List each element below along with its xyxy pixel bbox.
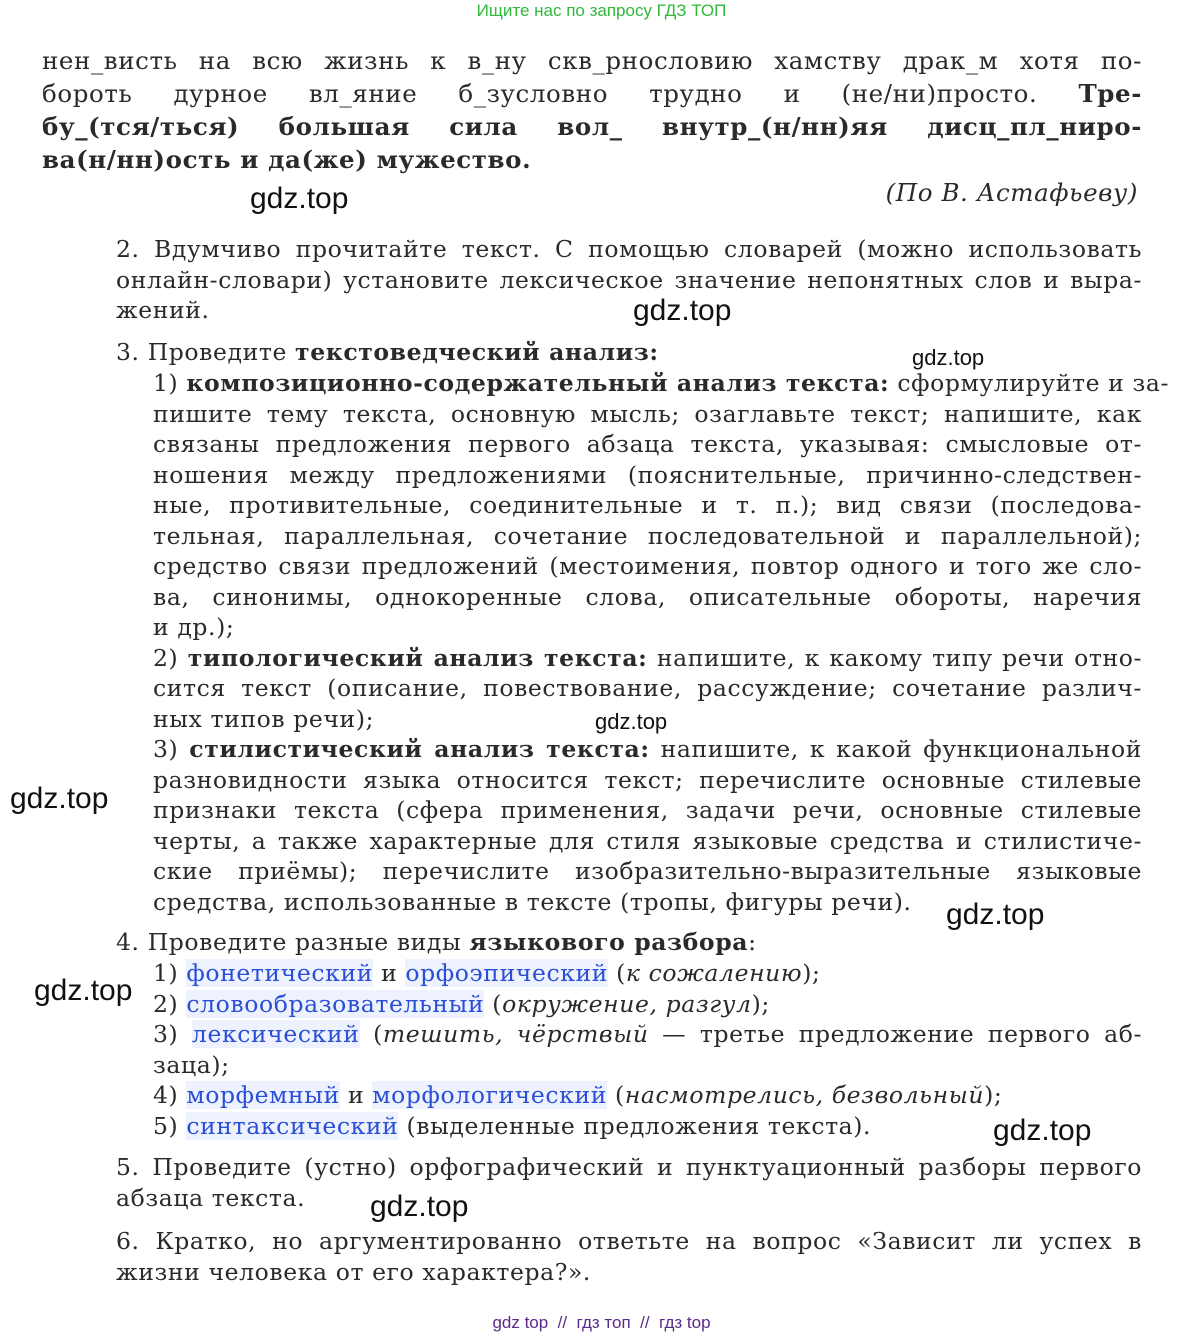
task-3-subitems <box>153 368 1170 917</box>
excerpt-line <box>42 110 1142 143</box>
subitem-text: ( <box>359 1020 383 1048</box>
task-heading-term: языкового разбора <box>469 928 749 956</box>
excerpt-text: бороть дурное вл_яние б_зусловно трудно и (не/ни)просто. <box>42 79 1079 108</box>
task-3 <box>116 337 1142 368</box>
highlighted-sentence: бу_(тся/ться) большая сила вол_ внутр_(н/нн)яя дисц_пл_ниро- <box>42 112 1142 141</box>
subitem-text: ( <box>608 959 626 987</box>
subitem-text: ( <box>606 1081 625 1109</box>
subitem-line: ные, противительные, соединительные и т. п.); вид связи (последова- <box>153 491 1142 519</box>
text-excerpt <box>42 44 1142 209</box>
task-line: абзаца текста. <box>116 1183 306 1212</box>
highlighted-sentence: Тре- <box>1078 79 1142 108</box>
task-line: 2. Вдумчиво прочитайте текст. С помощью словарей (можно использовать <box>116 235 1142 263</box>
task-line: онлайн-словари) установите лексическое значение непонятных слов и выра- <box>116 265 1142 294</box>
subitem-line: связаны предложения первого абзаца текста, указывая: смысловые от- <box>153 430 1142 458</box>
subitem-text: и <box>339 1081 373 1109</box>
watermark: gdz.top <box>370 1190 469 1223</box>
subitem-line <box>153 734 1142 765</box>
task-heading-text: 3. Проведите <box>116 338 296 366</box>
task-6 <box>116 1226 1142 1287</box>
subitem-text: и <box>373 959 406 987</box>
orthoepic-analysis-link[interactable]: орфоэпический <box>405 959 609 987</box>
task-line: жений. <box>116 296 210 324</box>
task-5 <box>116 1152 1142 1213</box>
subitem-line: черты, а также характерные для стиля языковые средства и стилистиче- <box>153 826 1142 855</box>
lexical-analysis-link[interactable]: лексический <box>191 1020 360 1048</box>
subitem-term: стилистический анализ текста: <box>189 735 650 763</box>
watermark: gdz.top <box>633 294 732 327</box>
task-line: 6. Кратко, но аргументированно ответьте на вопрос «Зависит ли успех в <box>116 1227 1142 1255</box>
watermark: gdz.top <box>34 974 133 1007</box>
subitem-line <box>153 368 1170 399</box>
subitem-line <box>153 1080 1142 1111</box>
example-words: насмотрелись, безвольный <box>624 1081 985 1109</box>
subitem-line: ские приёмы); перечислите изобразительно-выразительные языковые <box>153 857 1142 885</box>
task-heading-text: : <box>748 928 757 956</box>
excerpt-line <box>42 143 1142 176</box>
word-formation-analysis-link[interactable]: словообразовательный <box>186 989 485 1018</box>
task-heading-text: 4. Проведите разные виды <box>116 928 470 956</box>
subitem-number: 2) <box>153 643 188 672</box>
excerpt-source: (По В. Астафьеву) <box>885 178 1138 207</box>
subitem-line: сится текст (описание, повествование, рассуждение; сочетание различ- <box>153 674 1142 702</box>
highlighted-sentence: ва(н/нн)ость и да(же) мужество. <box>42 145 532 174</box>
subitem-line <box>153 989 1142 1020</box>
subitem-number: 3) <box>153 1020 192 1048</box>
syntactic-analysis-link[interactable]: синтаксический <box>186 1111 399 1140</box>
subitem-line: средство связи предложений (местоимения, повтор одного и того же сло- <box>153 552 1142 580</box>
subitem-line: ношения между предложениями (пояснительные, причинно-следствен- <box>153 460 1142 489</box>
example-words: к сожалению <box>625 959 803 987</box>
morphological-analysis-link[interactable]: морфологический <box>372 1081 607 1109</box>
subitem-number: 1) <box>153 369 187 397</box>
example-words: тешить, чёрствый <box>382 1020 649 1048</box>
subitem-number: 4) <box>153 1081 187 1109</box>
subitem-number: 5) <box>153 1111 187 1140</box>
task-line: жизни человека от его характера?». <box>116 1257 591 1286</box>
subitem-line: ных типов речи); <box>153 704 375 733</box>
subitem-number: 1) <box>153 959 187 987</box>
example-words: окружение, разгул <box>502 989 752 1018</box>
excerpt-line <box>42 77 1142 110</box>
watermark: gdz.top <box>10 782 109 815</box>
watermark: gdz.top <box>912 345 985 370</box>
subitem-line <box>153 1019 1142 1050</box>
subitem-text: напишите, к какой функциональной <box>649 735 1142 763</box>
subitem-text: ); <box>751 989 770 1018</box>
subitem-line: ва, синонимы, однокоренные слова, описательные обороты, наречия <box>153 582 1142 611</box>
subitem-term: типологический анализ текста: <box>187 643 648 672</box>
task-line: 5. Проведите (устно) орфографический и пунктуационный разборы первого <box>116 1153 1142 1181</box>
watermark: gdz.top <box>946 898 1045 931</box>
subitem-line: пишите тему текста, основную мысль; озаглавьте текст; напишите, как <box>153 399 1142 428</box>
phonetic-analysis-link[interactable]: фонетический <box>186 959 373 987</box>
task-heading-term: текстоведческий анализ: <box>295 338 659 366</box>
footer-text: gdz top // гдз топ // гдз top <box>492 1313 711 1332</box>
subitem-line: средства, использованные в тексте (тропы, фигуры речи). <box>153 887 912 916</box>
subitem-text: (выделенные предложения текста). <box>398 1111 872 1140</box>
excerpt-text: нен_висть на всю жизнь к в_ну скв_рнословию хамству драк_м хотя по- <box>42 46 1142 75</box>
task-heading <box>116 337 1142 368</box>
subitem-number: 3) <box>153 735 190 763</box>
subitem-text: ); <box>984 1081 1003 1109</box>
watermark: gdz.top <box>250 182 349 215</box>
subitem-text: ); <box>802 959 821 987</box>
subitem-term: композиционно-содержательный анализ текста: <box>186 369 890 397</box>
subitem-line <box>153 958 1142 989</box>
task-2 <box>116 234 1142 326</box>
subitem-line: и др.); <box>153 613 235 641</box>
subitem-line: тельная, параллельная, сочетание последовательной и параллельной); <box>153 521 1142 550</box>
morphemic-analysis-link[interactable]: морфемный <box>186 1081 340 1109</box>
subitem-line: заца); <box>153 1050 230 1079</box>
watermark: gdz.top <box>993 1114 1092 1147</box>
watermark: gdz.top <box>595 709 668 734</box>
subitem-text: сформулируйте и за- <box>889 369 1170 397</box>
subitem-line <box>153 643 1142 674</box>
subitem-line: разновидности языка относится текст; перечислите основные стилевые <box>153 765 1142 794</box>
subitem-text: ( <box>484 989 503 1018</box>
top-banner: Ищите нас по запросу ГДЗ ТОП <box>476 1 727 20</box>
subitem-text: — третье предложение первого аб- <box>648 1020 1142 1048</box>
excerpt-line <box>42 44 1142 77</box>
subitem-text: напишите, к какому типу речи отно- <box>647 643 1142 672</box>
subitem-number: 2) <box>153 989 187 1018</box>
subitem-line: признаки текста (сфера применения, задачи речи, основные стилевые <box>153 796 1142 824</box>
